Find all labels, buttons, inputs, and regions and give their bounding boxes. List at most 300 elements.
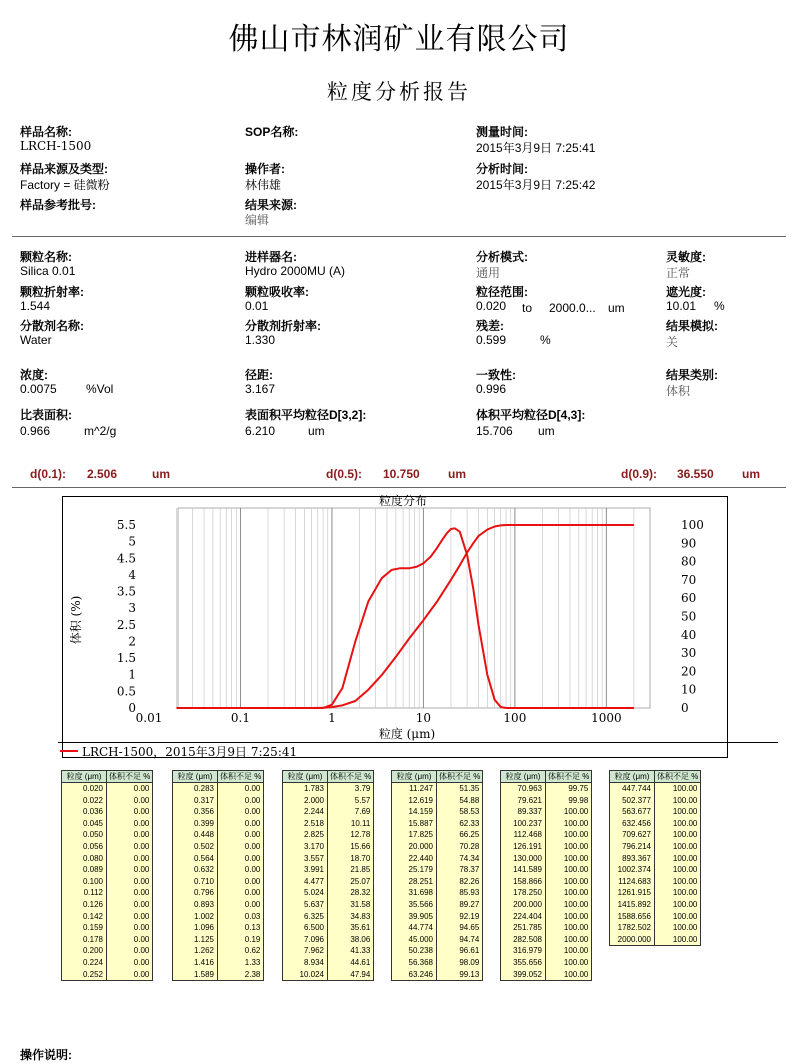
range-to-word: to: [522, 301, 533, 315]
size-cell: 1261.915: [610, 887, 655, 899]
size-cell: 632.456: [610, 818, 655, 830]
size-column-header: 粒度 (μm): [62, 771, 107, 783]
size-cell: 25.179: [392, 864, 437, 876]
volume-cell: 100.00: [655, 841, 701, 853]
y-left-tick-label: 0: [128, 701, 136, 715]
table-row: [173, 969, 264, 981]
table-row: [62, 969, 153, 981]
size-cell: 355.656: [501, 957, 546, 969]
size-table: [609, 770, 701, 946]
size-cell: 0.710: [173, 876, 218, 888]
size-cell: 0.224: [62, 957, 107, 969]
volume-cell: 100.00: [655, 899, 701, 911]
size-cell: 70.963: [501, 783, 546, 795]
dispersant-ri: 1.330: [245, 333, 276, 347]
d32-label: 表面积平均粒径D[3,2]:: [245, 408, 367, 422]
volume-cell: 99.98: [546, 795, 592, 807]
volume-cell: 0.00: [218, 841, 264, 853]
size-cell: 0.022: [62, 795, 107, 807]
volume-cell: 100.00: [655, 887, 701, 899]
volume-cell: 0.62: [218, 945, 264, 957]
volume-cell: 0.00: [218, 887, 264, 899]
size-cell: 7.096: [283, 934, 328, 946]
result-source-label: 结果来源:: [245, 198, 297, 212]
volume-cell: 70.28: [437, 841, 483, 853]
size-cell: 1782.502: [610, 922, 655, 934]
volume-cell: 99.75: [546, 783, 592, 795]
y-left-tick-label: 0.5: [116, 684, 136, 699]
table-row: [283, 853, 374, 865]
volume-cell: 100.00: [546, 957, 592, 969]
size-cell: 796.214: [610, 841, 655, 853]
analysis-time-label: 分析时间:: [476, 162, 528, 176]
size-table: [282, 770, 374, 981]
size-cell: 126.191: [501, 841, 546, 853]
volume-cell: 0.19: [218, 934, 264, 946]
ssa-unit: m^2/g: [84, 424, 117, 438]
volume-cell: 100.00: [655, 853, 701, 865]
volume-cell: 85.93: [437, 887, 483, 899]
x-tick-label: 10: [415, 711, 432, 725]
table-row: [62, 945, 153, 957]
size-cell: 141.589: [501, 864, 546, 876]
volume-cell: 1.33: [218, 957, 264, 969]
volume-cell: 99.13: [437, 969, 483, 981]
absorb-label: 颗粒吸收率:: [245, 285, 309, 299]
table-row: [283, 829, 374, 841]
size-cell: 502.377: [610, 795, 655, 807]
table-row: [173, 911, 264, 923]
result-type-label: 结果类别:: [666, 368, 718, 382]
table-row: [173, 829, 264, 841]
volume-cell: 98.09: [437, 957, 483, 969]
table-row: [173, 841, 264, 853]
table-row: [610, 795, 701, 807]
volume-cell: 100.00: [655, 783, 701, 795]
volume-cell: 0.00: [107, 876, 153, 888]
size-table: [500, 770, 592, 981]
span: 3.167: [245, 382, 276, 396]
table-row: [392, 806, 483, 818]
volume-cell: 100.00: [546, 853, 592, 865]
legend-line-swatch: [60, 750, 78, 752]
conc: 0.0075: [20, 382, 57, 396]
size-cell: 563.677: [610, 806, 655, 818]
size-cell: 0.020: [62, 783, 107, 795]
table-row: [501, 783, 592, 795]
y-axis-label: 体积 (%): [69, 595, 83, 645]
table-row: [392, 945, 483, 957]
table-row: [501, 864, 592, 876]
size-cell: 89.337: [501, 806, 546, 818]
volume-cell: 0.00: [107, 957, 153, 969]
size-cell: 0.089: [62, 864, 107, 876]
size-cell: 1.125: [173, 934, 218, 946]
size-cell: 12.619: [392, 795, 437, 807]
volume-cell: 0.00: [218, 795, 264, 807]
volume-cell: 0.00: [218, 806, 264, 818]
table-row: [62, 818, 153, 830]
size-cell: 3.170: [283, 841, 328, 853]
size-cell: 0.252: [62, 969, 107, 981]
conc-label: 浓度:: [20, 368, 48, 382]
table-row: [392, 818, 483, 830]
divider: [12, 236, 786, 237]
size-cell: 0.317: [173, 795, 218, 807]
table-row: [283, 795, 374, 807]
size-cell: 1.589: [173, 969, 218, 981]
size-cell: 0.112: [62, 887, 107, 899]
size-cell: 6.500: [283, 922, 328, 934]
size-cell: 0.283: [173, 783, 218, 795]
table-row: [173, 887, 264, 899]
table-row: [62, 957, 153, 969]
volume-cell: 100.00: [655, 876, 701, 888]
table-row: [173, 795, 264, 807]
size-cell: 0.502: [173, 841, 218, 853]
table-row: [501, 841, 592, 853]
y-left-tick-label: 1: [128, 667, 136, 682]
volume-cell: 100.00: [546, 829, 592, 841]
volume-cell: 100.00: [546, 887, 592, 899]
volume-cell: 0.00: [107, 969, 153, 981]
table-row: [501, 945, 592, 957]
size-cell: 4.477: [283, 876, 328, 888]
size-cell: 200.000: [501, 899, 546, 911]
volume-cell: 100.00: [655, 829, 701, 841]
sampler: Hydro 2000MU (A): [245, 264, 346, 278]
size-cell: 22.440: [392, 853, 437, 865]
d10-value: 2.506: [87, 467, 118, 481]
table-row: [62, 922, 153, 934]
x-tick-label: 0.1: [230, 711, 251, 725]
table-row: [392, 853, 483, 865]
table-row: [610, 934, 701, 946]
size-cell: 28.251: [392, 876, 437, 888]
dispersant-ri-label: 分散剂折射率:: [245, 319, 321, 333]
size-cell: 0.056: [62, 841, 107, 853]
volume-cell: 0.00: [218, 783, 264, 795]
size-cell: 893.367: [610, 853, 655, 865]
size-cell: 709.627: [610, 829, 655, 841]
x-tick-label: 100: [503, 711, 527, 725]
table-row: [173, 957, 264, 969]
size-table: [61, 770, 153, 981]
size-cell: 6.325: [283, 911, 328, 923]
y-left-tick-label: 1.5: [116, 651, 136, 666]
particle-name: Silica 0.01: [20, 264, 76, 278]
table-row: [62, 853, 153, 865]
table-row: [392, 957, 483, 969]
size-cell: 0.036: [62, 806, 107, 818]
table-row: [501, 911, 592, 923]
volume-cell: 41.33: [328, 945, 374, 957]
size-cell: 44.774: [392, 922, 437, 934]
volume-cell: 100.00: [546, 864, 592, 876]
x-tick-label: 0.01: [135, 711, 163, 725]
table-row: [62, 864, 153, 876]
table-row: [610, 806, 701, 818]
volume-cell: 0.00: [218, 829, 264, 841]
table-row: [283, 887, 374, 899]
residual-label: 残差:: [476, 319, 504, 333]
table-row: [392, 864, 483, 876]
volume-cell: 100.00: [546, 945, 592, 957]
table-row: [62, 783, 153, 795]
table-row: [62, 876, 153, 888]
table-row: [173, 864, 264, 876]
size-cell: 0.399: [173, 818, 218, 830]
size-cell: 1415.892: [610, 899, 655, 911]
size-cell: 0.200: [62, 945, 107, 957]
volume-cell: 66.25: [437, 829, 483, 841]
d32: 6.210: [245, 424, 276, 438]
size-column-header: 粒度 (μm): [392, 771, 437, 783]
size-cell: 50.238: [392, 945, 437, 957]
ri: 1.544: [20, 299, 51, 313]
size-cell: 158.866: [501, 876, 546, 888]
volume-cell: 0.00: [107, 887, 153, 899]
sample-name: LRCH-1500: [20, 139, 92, 153]
d50-unit: um: [448, 467, 466, 481]
table-row: [173, 783, 264, 795]
table-row: [173, 899, 264, 911]
y-right-tick-label: 10: [681, 682, 697, 697]
size-cell: 112.468: [501, 829, 546, 841]
sample-source: Factory = 硅微粉: [20, 178, 110, 192]
y-right-tick-label: 50: [681, 609, 697, 624]
table-row: [501, 887, 592, 899]
volume-cell: 0.13: [218, 922, 264, 934]
table-row: [173, 934, 264, 946]
volume-cell: 0.00: [107, 829, 153, 841]
table-row: [392, 911, 483, 923]
volume-cell: 12.78: [328, 829, 374, 841]
table-row: [501, 818, 592, 830]
size-column-header: 粒度 (μm): [610, 771, 655, 783]
x-tick-label: 1: [328, 711, 336, 725]
volume-cell: 0.00: [218, 818, 264, 830]
y-left-tick-label: 4: [128, 567, 136, 582]
table-row: [283, 969, 374, 981]
volume-cell: 0.00: [107, 899, 153, 911]
volume-cell: 100.00: [546, 934, 592, 946]
d43-label: 体积平均粒径D[4,3]:: [476, 408, 586, 422]
volume-cell: 54.88: [437, 795, 483, 807]
y-left-tick-label: 3.5: [116, 584, 136, 599]
size-cell: 2.518: [283, 818, 328, 830]
volume-cell: 2.38: [218, 969, 264, 981]
emulation: 关: [666, 335, 679, 349]
volume-cell: 0.00: [107, 911, 153, 923]
size-cell: 1.783: [283, 783, 328, 795]
size-cell: 31.698: [392, 887, 437, 899]
volume-cell: 25.07: [328, 876, 374, 888]
volume-cell: 31.58: [328, 899, 374, 911]
size-cell: 0.448: [173, 829, 218, 841]
volume-column-header: 体积不足 %: [546, 771, 592, 783]
volume-cell: 100.00: [655, 922, 701, 934]
size-cell: 17.825: [392, 829, 437, 841]
size-cell: 1124.683: [610, 876, 655, 888]
residual-unit: %: [540, 333, 551, 347]
volume-cell: 21.85: [328, 864, 374, 876]
table-row: [62, 899, 153, 911]
table-row: [392, 899, 483, 911]
size-table: [172, 770, 264, 981]
table-row: [283, 911, 374, 923]
company-name: 佛山市林润矿业有限公司: [228, 22, 570, 57]
series-line-frequency: [177, 528, 634, 708]
volume-cell: 100.00: [655, 795, 701, 807]
volume-cell: 0.00: [107, 841, 153, 853]
mode-label: 分析模式:: [476, 250, 528, 264]
result-type: 体积: [666, 384, 691, 398]
batch-label: 样品参考批号:: [20, 198, 96, 212]
y-right-tick-label: 70: [681, 572, 697, 587]
obscuration: 10.01: [666, 299, 697, 313]
volume-cell: 18.70: [328, 853, 374, 865]
range-to: 2000.0...: [549, 301, 596, 315]
size-cell: 0.796: [173, 887, 218, 899]
volume-column-header: 体积不足 %: [218, 771, 264, 783]
y-right-tick-label: 20: [681, 664, 697, 679]
size-cell: 2.244: [283, 806, 328, 818]
size-column-header: 粒度 (μm): [173, 771, 218, 783]
volume-cell: 0.00: [107, 783, 153, 795]
conc-unit: %Vol: [86, 382, 114, 396]
y-left-tick-label: 4.5: [116, 551, 136, 566]
volume-cell: 89.27: [437, 899, 483, 911]
d50-label: d(0.5):: [326, 467, 362, 481]
residual: 0.599: [476, 333, 507, 347]
size-cell: 63.246: [392, 969, 437, 981]
volume-cell: 0.00: [107, 934, 153, 946]
size-column-header: 粒度 (μm): [501, 771, 546, 783]
y-left-tick-label: 2: [128, 634, 136, 649]
table-row: [62, 806, 153, 818]
table-row: [501, 829, 592, 841]
mode: 通用: [476, 266, 501, 280]
volume-cell: 34.83: [328, 911, 374, 923]
size-cell: 0.126: [62, 899, 107, 911]
table-row: [283, 876, 374, 888]
volume-column-header: 体积不足 %: [107, 771, 153, 783]
volume-cell: 28.32: [328, 887, 374, 899]
size-cell: 7.962: [283, 945, 328, 957]
size-cell: 11.247: [392, 783, 437, 795]
table-row: [392, 783, 483, 795]
table-row: [62, 795, 153, 807]
size-cell: 399.052: [501, 969, 546, 981]
table-row: [283, 806, 374, 818]
legend-label: LRCH-1500，2015年3月9日 7:25:41: [82, 745, 298, 759]
table-row: [610, 864, 701, 876]
size-cell: 0.050: [62, 829, 107, 841]
d10-unit: um: [152, 467, 170, 481]
volume-cell: 0.00: [107, 818, 153, 830]
operator-label: 操作者:: [245, 162, 285, 176]
table-row: [501, 899, 592, 911]
size-cell: 5.024: [283, 887, 328, 899]
volume-cell: 100.00: [655, 818, 701, 830]
table-row: [610, 911, 701, 923]
d90-value: 36.550: [677, 467, 714, 481]
size-cell: 3.557: [283, 853, 328, 865]
y-left-tick-label: 3: [128, 601, 136, 616]
series-line-cumulative: [177, 525, 634, 708]
size-cell: 0.045: [62, 818, 107, 830]
d43: 15.706: [476, 424, 513, 438]
table-row: [173, 876, 264, 888]
volume-cell: 0.00: [107, 853, 153, 865]
volume-cell: 15.66: [328, 841, 374, 853]
table-row: [62, 911, 153, 923]
table-row: [501, 969, 592, 981]
size-table: [391, 770, 483, 981]
size-cell: 10.024: [283, 969, 328, 981]
table-row: [283, 899, 374, 911]
table-row: [610, 876, 701, 888]
size-cell: 39.905: [392, 911, 437, 923]
range-label: 粒径范围:: [476, 285, 528, 299]
notes-label: 操作说明:: [20, 1048, 72, 1062]
size-cell: 0.080: [62, 853, 107, 865]
table-row: [501, 957, 592, 969]
sensitivity-label: 灵敏度:: [666, 250, 706, 264]
volume-cell: 100.00: [546, 922, 592, 934]
volume-cell: 0.00: [218, 876, 264, 888]
volume-cell: 78.37: [437, 864, 483, 876]
volume-cell: 100.00: [546, 841, 592, 853]
volume-cell: 82.26: [437, 876, 483, 888]
table-row: [392, 795, 483, 807]
x-tick-label: 1000: [591, 711, 622, 725]
table-row: [610, 853, 701, 865]
range-from: 0.020: [476, 299, 507, 313]
volume-cell: 100.00: [546, 806, 592, 818]
volume-cell: 100.00: [546, 899, 592, 911]
ssa: 0.966: [20, 424, 51, 438]
y-right-tick-label: 30: [681, 646, 697, 661]
volume-cell: 0.00: [107, 864, 153, 876]
volume-cell: 94.65: [437, 922, 483, 934]
volume-cell: 5.57: [328, 795, 374, 807]
volume-cell: 3.79: [328, 783, 374, 795]
ssa-label: 比表面积:: [20, 408, 72, 422]
volume-column-header: 体积不足 %: [437, 771, 483, 783]
table-row: [62, 829, 153, 841]
d43-unit: um: [538, 424, 555, 438]
volume-cell: 51.35: [437, 783, 483, 795]
absorb: 0.01: [245, 299, 269, 313]
volume-cell: 94.74: [437, 934, 483, 946]
volume-cell: 0.03: [218, 911, 264, 923]
table-row: [62, 841, 153, 853]
size-cell: 0.564: [173, 853, 218, 865]
table-row: [62, 887, 153, 899]
d50-value: 10.750: [383, 467, 420, 481]
volume-cell: 92.19: [437, 911, 483, 923]
volume-cell: 0.00: [107, 922, 153, 934]
table-row: [173, 806, 264, 818]
d32-unit: um: [308, 424, 325, 438]
sensitivity: 正常: [666, 266, 691, 280]
result-source: 编辑: [245, 213, 270, 227]
table-row: [283, 922, 374, 934]
uniformity-label: 一致性:: [476, 368, 516, 382]
size-cell: 0.178: [62, 934, 107, 946]
